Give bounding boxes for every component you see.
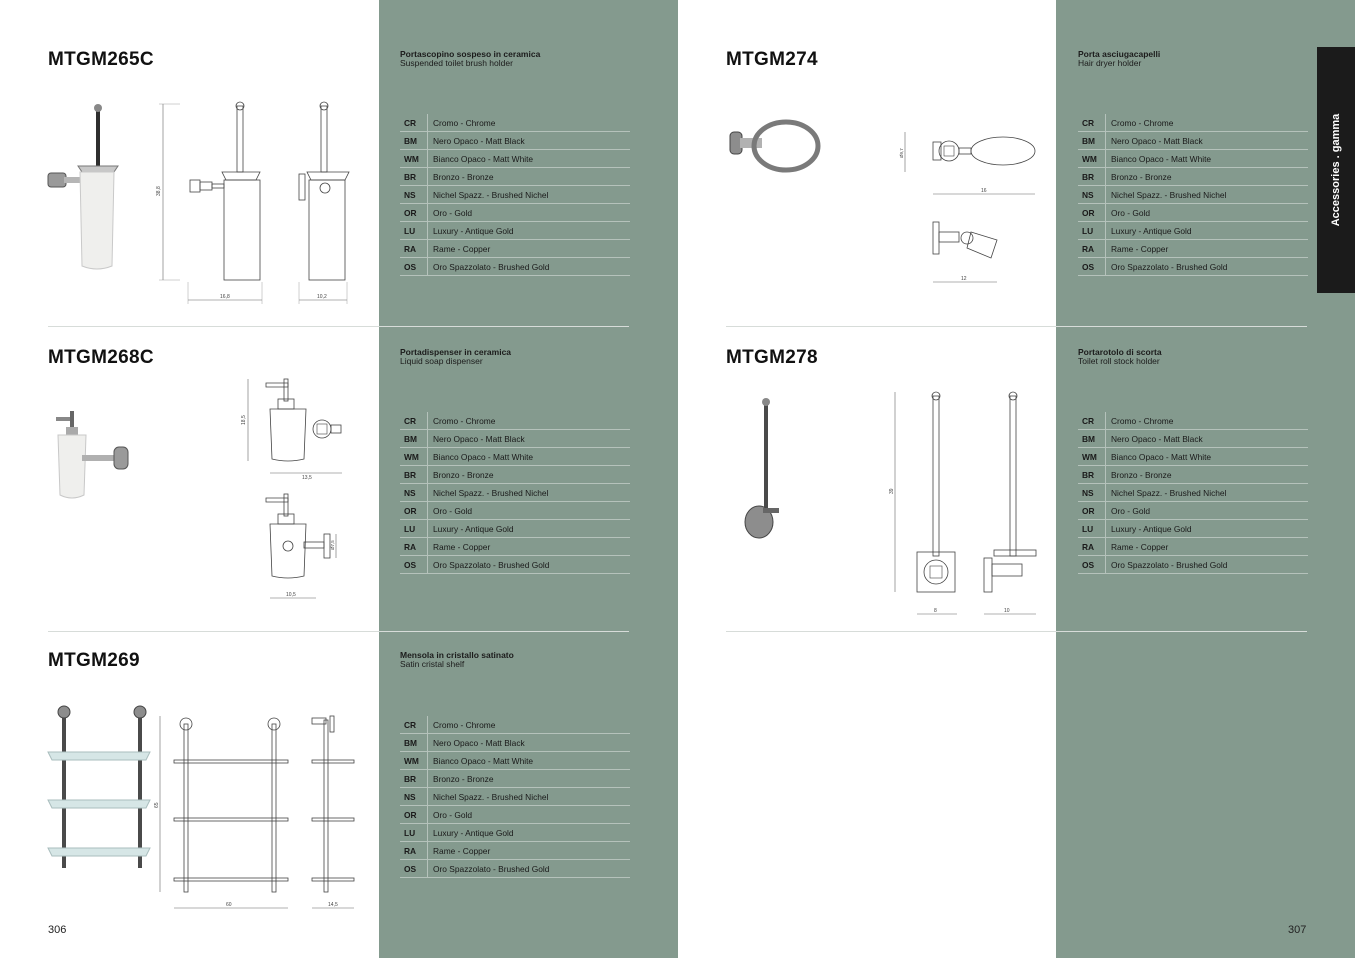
dimension-depth: 12 <box>961 276 967 282</box>
finish-row <box>400 258 630 276</box>
product-description: Portadispenser in ceramica Liquid soap dispenser <box>400 347 512 366</box>
finish-code: LU <box>400 222 428 239</box>
finish-row <box>400 168 630 186</box>
finish-row <box>1078 168 1308 186</box>
finish-row <box>1078 466 1308 484</box>
finish-name: Oro - Gold <box>433 505 473 516</box>
finish-row <box>1078 502 1308 520</box>
finish-row <box>1078 412 1308 430</box>
finish-name: Luxury - Antique Gold <box>1111 225 1192 236</box>
finish-name: Bronzo - Bronze <box>1111 171 1172 182</box>
dimension-depth: 10,2 <box>317 294 327 300</box>
finish-code: BM <box>400 430 428 447</box>
finish-code: RA <box>1078 538 1106 555</box>
finish-code: OS <box>400 860 428 877</box>
product-code: MTGM269 <box>48 650 140 671</box>
finish-code: OR <box>1078 204 1106 221</box>
technical-drawing-top <box>895 128 1045 198</box>
finish-table <box>1078 412 1308 574</box>
finish-row <box>400 502 630 520</box>
finish-row <box>1078 484 1308 502</box>
finish-name: Luxury - Antique Gold <box>433 523 514 534</box>
technical-drawing-front <box>150 100 280 305</box>
finish-row <box>1078 186 1308 204</box>
finish-row <box>1078 204 1308 222</box>
finish-name: Rame - Copper <box>1111 243 1169 254</box>
technical-drawing-side <box>976 388 1046 620</box>
finish-code: OS <box>400 556 428 573</box>
section-divider <box>48 326 629 327</box>
finish-code: WM <box>1078 150 1106 167</box>
finish-table <box>400 412 630 574</box>
finish-code: NS <box>400 186 428 203</box>
finish-row <box>400 752 630 770</box>
product-photo-roll-holder <box>733 396 793 546</box>
finish-code: NS <box>400 788 428 805</box>
finish-code: OR <box>400 806 428 823</box>
dimension-height: 39 <box>889 488 895 494</box>
finish-name: Luxury - Antique Gold <box>433 827 514 838</box>
finish-code: BM <box>1078 430 1106 447</box>
finish-code: LU <box>1078 520 1106 537</box>
dimension-width: 8 <box>934 608 937 614</box>
product-photo-hair-dryer-holder <box>726 116 826 176</box>
finish-code: CR <box>1078 412 1106 429</box>
finish-code: NS <box>400 484 428 501</box>
finish-code: RA <box>400 240 428 257</box>
finish-row <box>400 412 630 430</box>
finish-code: BR <box>1078 466 1106 483</box>
finish-row <box>400 824 630 842</box>
finish-name: Nichel Spazz. - Brushed Nichel <box>433 189 549 200</box>
finish-name: Bronzo - Bronze <box>433 773 494 784</box>
finish-code: OS <box>1078 556 1106 573</box>
finish-row <box>400 222 630 240</box>
finish-name: Bronzo - Bronze <box>433 171 494 182</box>
finish-code: WM <box>1078 448 1106 465</box>
finish-row <box>1078 258 1308 276</box>
finish-code: OS <box>1078 258 1106 275</box>
section-divider <box>48 631 629 632</box>
dimension-height: 38,8 <box>156 186 162 196</box>
finish-name: Rame - Copper <box>1111 541 1169 552</box>
finish-row <box>400 430 630 448</box>
finish-name: Nero Opaco - Matt Black <box>1111 433 1203 444</box>
finish-row <box>400 150 630 168</box>
finish-row <box>400 466 630 484</box>
finish-row <box>1078 150 1308 168</box>
finish-name: Cromo - Chrome <box>1111 117 1174 128</box>
finish-row <box>1078 222 1308 240</box>
finish-row <box>400 538 630 556</box>
finish-name: Nero Opaco - Matt Black <box>433 135 525 146</box>
finish-code: LU <box>1078 222 1106 239</box>
technical-drawing-side <box>295 100 355 305</box>
finish-row <box>1078 132 1308 150</box>
finish-code: CR <box>400 412 428 429</box>
finish-row <box>400 132 630 150</box>
finish-code: CR <box>1078 114 1106 131</box>
finish-code: OS <box>400 258 428 275</box>
finish-name: Bianco Opaco - Matt White <box>1111 451 1212 462</box>
finish-row <box>400 484 630 502</box>
dimension-depth: 10,5 <box>286 592 296 598</box>
finish-code: BR <box>400 168 428 185</box>
technical-drawing-side <box>260 490 350 602</box>
dimension-diameter: Ø9,7 <box>899 148 904 158</box>
finish-table <box>400 114 630 276</box>
page-number: 307 <box>1288 924 1307 936</box>
finish-row <box>1078 538 1308 556</box>
finish-name: Nero Opaco - Matt Black <box>433 433 525 444</box>
product-photo-toilet-brush-holder <box>44 100 124 272</box>
finish-row <box>400 806 630 824</box>
product-photo-soap-dispenser <box>46 405 136 505</box>
finish-name: Oro - Gold <box>1111 207 1151 218</box>
dimension-width: 16,8 <box>220 294 230 300</box>
finish-row <box>400 114 630 132</box>
finish-row <box>400 448 630 466</box>
technical-drawing-front <box>150 712 300 912</box>
product-description: Mensola in cristallo satinato Satin cristal shelf <box>400 650 514 669</box>
product-photo-glass-shelf <box>46 700 156 875</box>
finish-row <box>400 716 630 734</box>
finish-name: Bianco Opaco - Matt White <box>1111 153 1212 164</box>
finish-name: Nichel Spazz. - Brushed Nichel <box>433 487 549 498</box>
product-code: MTGM274 <box>726 49 818 70</box>
finish-code: BM <box>1078 132 1106 149</box>
finish-code: NS <box>1078 484 1106 501</box>
finish-name: Bianco Opaco - Matt White <box>433 451 534 462</box>
finish-row <box>1078 430 1308 448</box>
finish-code: WM <box>400 752 428 769</box>
finish-row <box>400 556 630 574</box>
finish-name: Oro Spazzolato - Brushed Gold <box>1111 261 1228 272</box>
dimension-width: 16 <box>981 188 987 194</box>
technical-drawing-side <box>925 218 1005 288</box>
finish-name: Bianco Opaco - Matt White <box>433 755 534 766</box>
dimension-depth: 14,5 <box>328 902 338 908</box>
finish-table <box>400 716 630 878</box>
finish-name: Oro Spazzolato - Brushed Gold <box>433 559 550 570</box>
finish-row <box>400 734 630 752</box>
finish-name: Rame - Copper <box>433 541 491 552</box>
finish-name: Cromo - Chrome <box>433 415 496 426</box>
finish-name: Oro Spazzolato - Brushed Gold <box>1111 559 1228 570</box>
finish-code: RA <box>400 842 428 859</box>
finish-code: BR <box>1078 168 1106 185</box>
section-divider <box>726 326 1307 327</box>
product-description: Porta asciugacapelli Hair dryer holder <box>1078 49 1161 68</box>
finish-name: Cromo - Chrome <box>433 719 496 730</box>
product-description: Portascopino sospeso in ceramica Suspended toilet brush holder <box>400 49 541 68</box>
finish-name: Oro - Gold <box>1111 505 1151 516</box>
finish-code: CR <box>400 716 428 733</box>
finish-row <box>400 186 630 204</box>
finish-row <box>400 788 630 806</box>
technical-drawing-side <box>306 712 358 912</box>
finish-name: Oro Spazzolato - Brushed Gold <box>433 863 550 874</box>
finish-name: Bianco Opaco - Matt White <box>433 153 534 164</box>
finish-row <box>400 204 630 222</box>
section-side-tab: Accessories . gamma <box>1317 47 1355 293</box>
finish-code: LU <box>400 520 428 537</box>
page-number: 306 <box>48 924 67 936</box>
finish-row <box>400 240 630 258</box>
finish-row <box>400 842 630 860</box>
finish-name: Nero Opaco - Matt Black <box>1111 135 1203 146</box>
finish-name: Cromo - Chrome <box>1111 415 1174 426</box>
finish-name: Oro - Gold <box>433 809 473 820</box>
finish-code: LU <box>400 824 428 841</box>
product-code: MTGM268C <box>48 347 154 368</box>
finish-code: WM <box>400 448 428 465</box>
finish-row <box>1078 448 1308 466</box>
finish-code: RA <box>400 538 428 555</box>
finish-row <box>1078 520 1308 538</box>
finish-row <box>400 770 630 788</box>
finish-code: BR <box>400 770 428 787</box>
finish-code: OR <box>400 204 428 221</box>
finish-name: Rame - Copper <box>433 243 491 254</box>
finish-name: Nero Opaco - Matt Black <box>433 737 525 748</box>
finish-row <box>400 860 630 878</box>
finish-name: Nichel Spazz. - Brushed Nichel <box>1111 189 1227 200</box>
finish-code: OR <box>400 502 428 519</box>
dimension-width: 60 <box>226 902 232 908</box>
finish-row <box>1078 556 1308 574</box>
finish-name: Bronzo - Bronze <box>1111 469 1172 480</box>
finish-code: RA <box>1078 240 1106 257</box>
finish-name: Cromo - Chrome <box>433 117 496 128</box>
finish-code: BR <box>400 466 428 483</box>
finish-name: Bronzo - Bronze <box>433 469 494 480</box>
finish-code: CR <box>400 114 428 131</box>
product-description: Portarotolo di scorta Toilet roll stock holder <box>1078 347 1162 366</box>
product-code: MTGM278 <box>726 347 818 368</box>
finish-code: BM <box>400 132 428 149</box>
finish-name: Nichel Spazz. - Brushed Nichel <box>1111 487 1227 498</box>
finish-row <box>400 520 630 538</box>
finish-code: WM <box>400 150 428 167</box>
dimension-height: 65 <box>154 802 160 808</box>
finish-row <box>1078 240 1308 258</box>
finish-row <box>1078 114 1308 132</box>
finish-name: Oro - Gold <box>433 207 473 218</box>
section-divider <box>726 631 1307 632</box>
technical-drawing-front <box>885 388 975 620</box>
dimension-diameter: Ø7,5 <box>330 540 335 550</box>
finish-name: Rame - Copper <box>433 845 491 856</box>
dimension-height: 18,5 <box>241 415 247 425</box>
finish-name: Luxury - Antique Gold <box>1111 523 1192 534</box>
dimension-width: 13,5 <box>302 475 312 481</box>
finish-table <box>1078 114 1308 276</box>
finish-code: NS <box>1078 186 1106 203</box>
finish-name: Luxury - Antique Gold <box>433 225 514 236</box>
finish-name: Nichel Spazz. - Brushed Nichel <box>433 791 549 802</box>
dimension-depth: 10 <box>1004 608 1010 614</box>
finish-code: OR <box>1078 502 1106 519</box>
product-code: MTGM265C <box>48 49 154 70</box>
finish-code: BM <box>400 734 428 751</box>
finish-name: Oro Spazzolato - Brushed Gold <box>433 261 550 272</box>
technical-drawing-front <box>240 375 350 485</box>
